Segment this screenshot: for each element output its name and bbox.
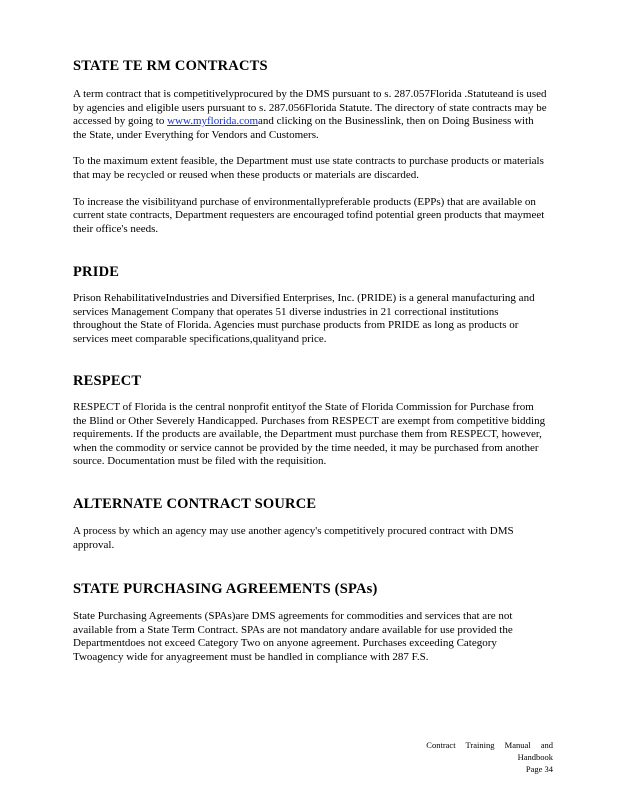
section-heading: PRIDE bbox=[73, 264, 120, 280]
paragraph: A term contract that is competitivelyprocured by the DMS pursuant to s. 287.057Florida .Statuteand is used by agencies and eligible users pursuant to s. 287.056Florida Statute. The directory of state contracts may be accessed by going to www.myflorida.comand clicking on the Businesslink, then on Doing Business with the State, under Everything for Vendors and Customers. bbox=[73, 88, 547, 141]
page-footer bbox=[383, 739, 553, 775]
section-heading: ALTERNATE CONTRACT SOURCE bbox=[73, 496, 317, 512]
section-state-purchasing-agreements bbox=[73, 581, 547, 664]
paragraph: To the maximum extent feasible, the Department must use state contracts to purchase products or materials that may be recycled or reused when these products or materials are discarded. bbox=[73, 155, 544, 181]
section-heading: RESPECT bbox=[73, 373, 142, 389]
section-heading: STATE TE RM CONTRACTS bbox=[73, 58, 268, 74]
paragraph: State Purchasing Agreements (SPAs)are DMS agreements for commodities and services that are not available from a State Term Contract. SPAs are not mandatory andare available for use provided the Departmentdoes not exceed Category Two on anyone agreement. Purchases exceeding Category Twoagency wide for anyagreement must be handled in compliance with 287 F.S. bbox=[73, 610, 513, 663]
myflorida-link[interactable]: www.myflorida.com bbox=[167, 115, 259, 128]
section-alternate-contract-source bbox=[73, 496, 547, 552]
paragraph: A process by which an agency may use another agency's competitively procured contract with DMS approval. bbox=[73, 525, 514, 551]
paragraph: Prison RehabilitativeIndustries and Diversified Enterprises, Inc. (PRIDE) is a general manufacturing and services Management Company that operates 51 diverse industries in 21 correctional institutions throughout the State of Florida. Agencies must purchase products from PRIDE as long as products or services meet comparable specifications,qualityand price. bbox=[73, 292, 535, 345]
footer-title: Contract Training Manual and Handbook bbox=[426, 740, 553, 762]
paragraph: RESPECT of Florida is the central nonprofit entityof the State of Florida Commission for Purchase from the Blind or Other Severely Handicapped. Purchases from RESPECT are exempt from competitive bidding requirements. If the products are available, the Department must purchase them from RESPECT, however, when the commodity or service cannot be provided by the time needed, it may be purchased from another source. Documentation must be filed with the requisition. bbox=[73, 401, 546, 468]
section-state-term-contracts bbox=[73, 58, 547, 236]
page-number: Page 34 bbox=[525, 764, 553, 774]
section-pride bbox=[73, 264, 547, 346]
section-heading: STATE PURCHASING AGREEMENTS (SPAs) bbox=[73, 581, 378, 597]
section-respect bbox=[73, 373, 547, 469]
paragraph: To increase the visibilityand purchase of environmentallypreferable products (EPPs) that are available on current state contracts, Department requesters are encouraged tofind potential green products that maymeet their office's needs. bbox=[73, 195, 545, 235]
